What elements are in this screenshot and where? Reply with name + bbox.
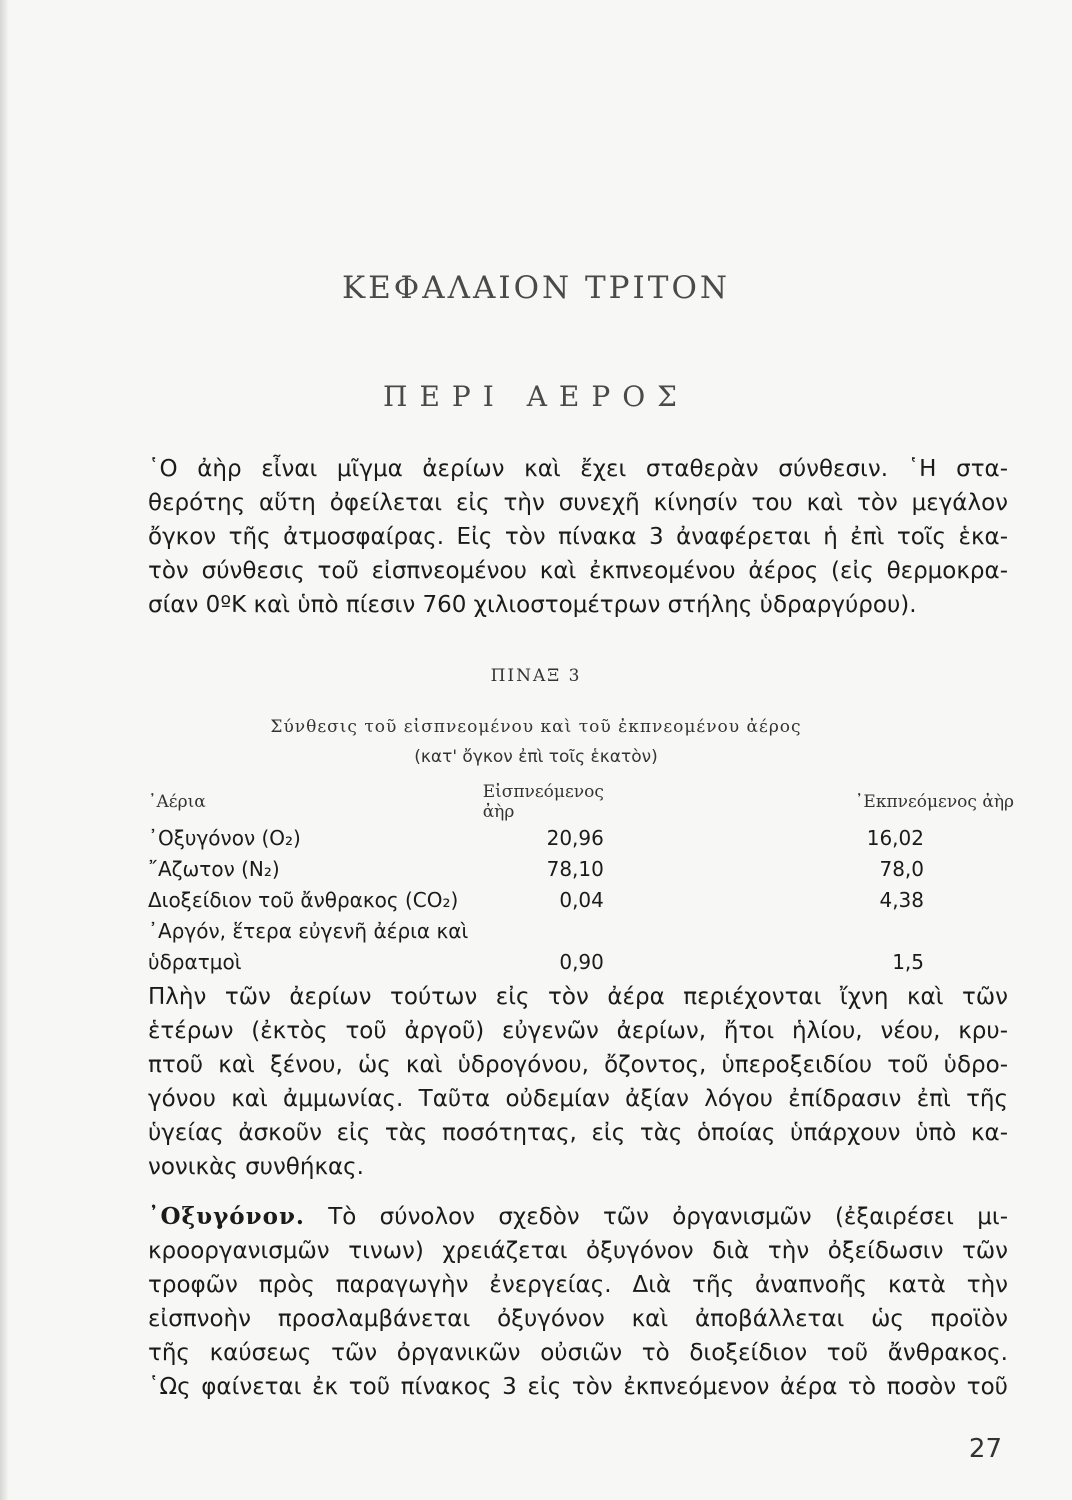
text-line: εἰσπνοὴν προσλαμβάνεται ὀξυγόνον καὶ ἀποβάλλεται ὡς προϊὸν (148, 1306, 1008, 1332)
column-header-gases: ᾿Αέρια (148, 792, 206, 812)
text-line: τροφῶν πρὸς παραγωγὴν ἐνεργείας. Διὰ τῆς ἀναπνοῆς κατὰ τὴν (148, 1272, 1008, 1298)
text-line: ὑγείας ἀσκοῦν εἰς τὰς ποσότητας, εἰς τὰς ὁποίας ὑπάρχουν ὑπὸ κα- (148, 1120, 1008, 1146)
gas-name: ὑδρατμοὶ (148, 949, 242, 974)
table-header-row (148, 782, 1014, 822)
exhaled-value: 16,02 (866, 825, 924, 850)
text-line: Πλὴν τῶν ἀερίων τούτων εἰς τὸν ἀέρα περιέχονται ἴχνη καὶ τῶν (148, 984, 1008, 1010)
table-row (148, 946, 1014, 977)
intro-paragraph (148, 452, 1008, 622)
text-line: ῾Ως φαίνεται ἐκ τοῦ πίνακος 3 εἰς τὸν ἐκπνεόμενον ἀέρα τὸ ποσὸν τοῦ (148, 1374, 1008, 1400)
text-line: κροοργανισμῶν τινων) χρειάζεται ὀξυγόνον διὰ τὴν ὀξείδωσιν τῶν (148, 1238, 1008, 1264)
section-title: ΠΕΡΙ ΑΕΡΟΣ (383, 380, 689, 413)
exhaled-value: 78,0 (879, 856, 924, 881)
text-line: ῾Ο ἀὴρ εἶναι μῖγμα ἀερίων καὶ ἔχει σταθερὰν σύνθεσιν. ῾Η στα- (148, 456, 1008, 482)
table-row (148, 915, 1014, 946)
text-line: νονικὰς συνθήκας. (148, 1154, 364, 1180)
text-line (148, 1200, 1008, 1234)
text-line: τὸν σύνθεσις τοῦ εἰσπνεομένου καὶ ἐκπνεομένου ἀέρος (εἰς θερμοκρα- (148, 558, 1008, 584)
text-line: θερότης αὕτη ὀφείλεται εἰς τὴν συνεχῆ κίνησίν του καὶ τὸν μεγάλον (148, 490, 1008, 516)
paragraph-trace-gases (148, 980, 1008, 1184)
inhaled-value: 20,96 (546, 825, 604, 850)
inhaled-value (483, 915, 604, 946)
inhaled-value: 78,10 (546, 856, 604, 881)
table-row (148, 884, 1014, 915)
exhaled-value (604, 915, 1014, 946)
text-line: ἑτέρων (ἐκτὸς τοῦ ἀργοῦ) εὐγενῶν ἀερίων, ἤτοι ἡλίου, νέου, κρυ- (148, 1018, 1008, 1044)
column-header-inhaled: Εἰσπνεόμενος ἀὴρ (482, 782, 604, 822)
paragraph-oxygen (148, 1200, 1008, 1404)
text-line: γόνου καὶ ἀμμωνίας. Ταῦτα οὐδεμίαν ἀξίαν λόγου ἐπίδρασιν ἐπὶ τῆς (148, 1086, 1008, 1112)
text-line-rest: Τὸ σύνολον σχεδὸν τῶν ὀργανισμῶν (ἐξαιρέσει μι- (328, 1204, 1008, 1230)
text-line: ὄγκον τῆς ἀτμοσφαίρας. Εἰς τὸν πίνακα 3 ἀναφέρεται ἡ ἐπὶ τοῖς ἑκα- (148, 524, 1008, 550)
inhaled-value: 0,04 (559, 887, 604, 912)
text-line: τῆς καύσεως τῶν ὀργανικῶν οὐσιῶν τὸ διοξείδιον τοῦ ἄνθρακος. (148, 1340, 1008, 1366)
column-header-exhaled: ᾿Εκπνεόμενος ἀὴρ (854, 792, 1014, 812)
gas-name: Διοξείδιον τοῦ ἄνθρακος (CO₂) (148, 887, 459, 912)
composition-table (148, 782, 1014, 977)
text-line: σίαν 0ºΚ καὶ ὑπὸ πίεσιν 760 χιλιοστομέτρων στήλης ὑδραργύρου). (148, 592, 917, 618)
table-caption-line: (κατ' ὄγκον ἐπὶ τοῖς ἑκατὸν) (414, 747, 658, 767)
chapter-title: ΚΕΦΑΛΑΙΟΝ ΤΡΙΤΟΝ (341, 270, 730, 306)
table-row (148, 853, 1014, 884)
gas-name: ᾿Αργόν, ἕτερα εὐγενῆ ἀέρια καὶ (148, 918, 469, 943)
exhaled-value: 1,5 (892, 949, 924, 974)
table-caption (0, 712, 1072, 772)
oxygen-heading: ᾿Οξυγόνον. (148, 1203, 305, 1230)
table-caption-line: Σύνθεσις τοῦ εἰσπνεομένου καὶ τοῦ ἐκπνεομένου ἀέρος (270, 717, 802, 737)
exhaled-value: 4,38 (879, 887, 924, 912)
table-title: ΠΙΝΑΞ 3 (490, 666, 582, 686)
page-number: 27 (968, 1434, 1002, 1464)
gas-name: ῎Αζωτον (N₂) (148, 856, 280, 881)
text-line: πτοῦ καὶ ξένου, ὡς καὶ ὑδρογόνου, ὄζοντος, ὑπεροξειδίου τοῦ ὑδρο- (148, 1052, 1008, 1078)
gas-name: ᾿Οξυγόνον (O₂) (148, 825, 301, 850)
inhaled-value: 0,90 (559, 949, 604, 974)
table-row (148, 822, 1014, 853)
